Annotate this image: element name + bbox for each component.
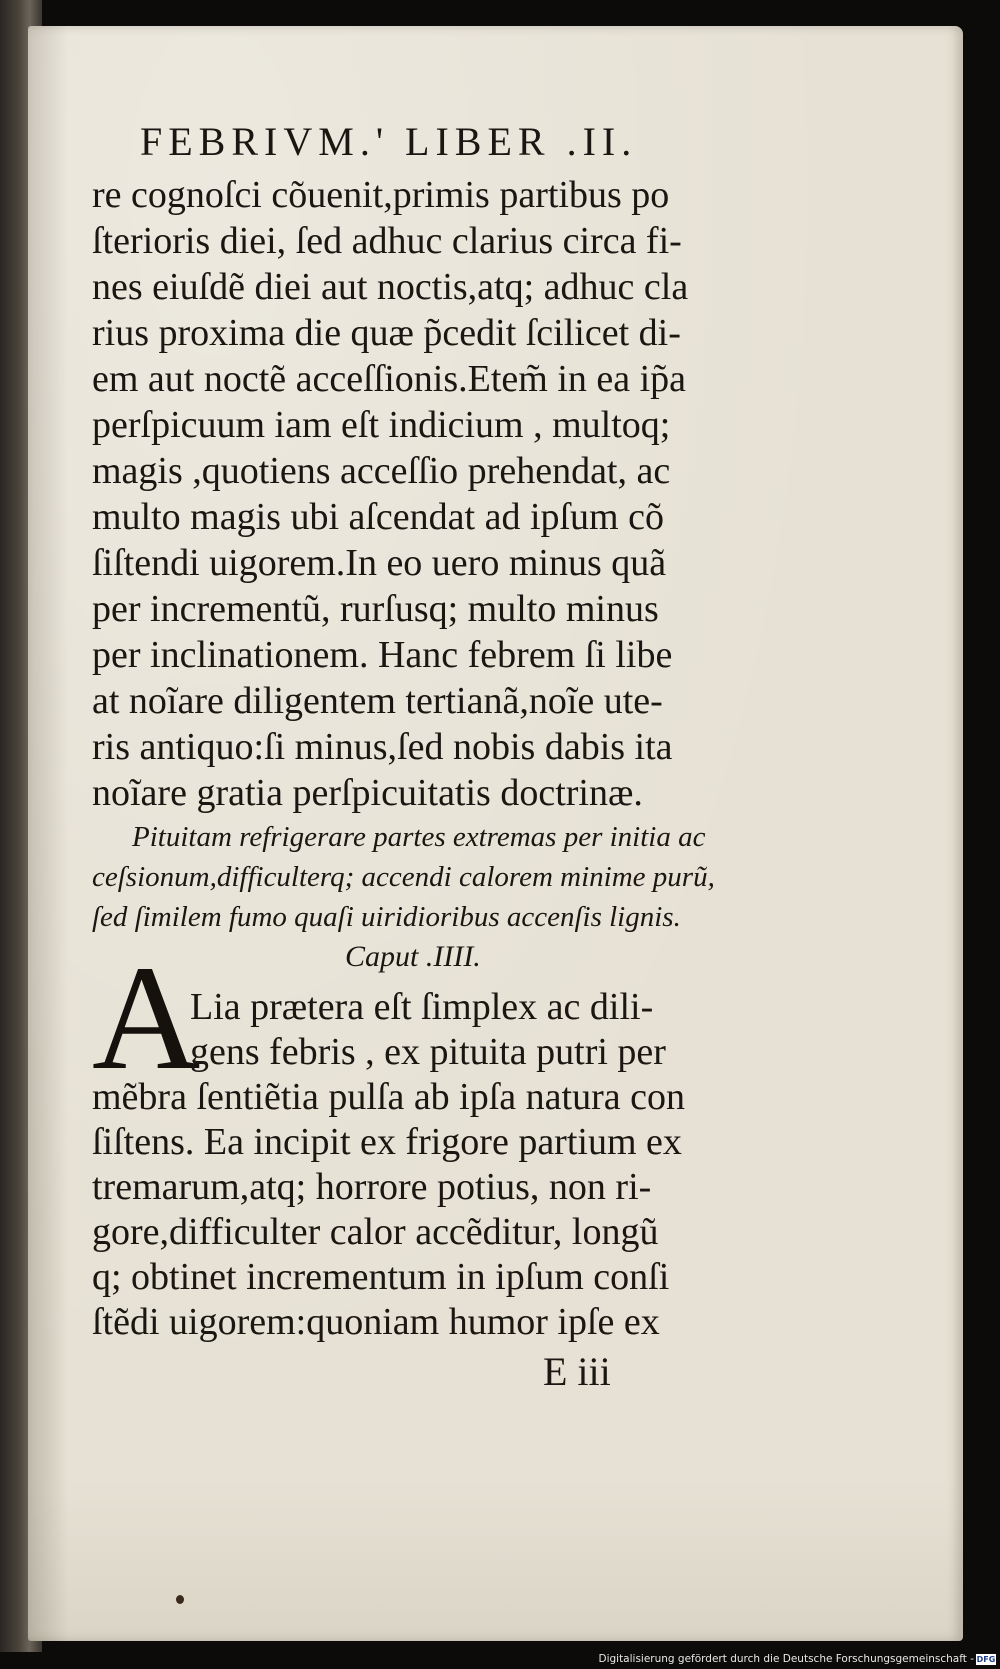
text-line: ſterioris diei, ſed adhuc clarius circa fi- bbox=[92, 220, 682, 262]
text-line: ris antiquo:ſi minus,ſed nobis dabis ita bbox=[92, 726, 673, 768]
text-line: tremarum,atq; horrore potius, non ri- bbox=[92, 1166, 652, 1208]
chapter-summary bbox=[92, 817, 762, 937]
text-line: ſtẽdi uigorem:quoniam humor ipſe ex bbox=[92, 1301, 660, 1343]
chapter-heading: Caput .IIII. bbox=[345, 940, 481, 973]
text-line: per incrementũ, rurſusq; multo minus bbox=[92, 588, 659, 630]
summary-line: Pituitam refrigerare partes extremas per initia ac bbox=[132, 821, 706, 853]
text-line: q; obtinet incrementum in ipſum conſi bbox=[92, 1256, 670, 1298]
summary-line: ceſsionum,difficulterq; accendi calorem minime purũ, bbox=[92, 861, 715, 893]
text-line: em aut noctẽ acceſſionis.Etem̃ in ea ip̃a bbox=[92, 358, 687, 400]
text-line: ſiſtendi uigorem.In eo uero minus quã bbox=[92, 542, 667, 584]
text-line: nes eiuſdẽ diei aut noctis,atq; adhuc cla bbox=[92, 266, 689, 308]
text-line: rius proxima die quæ p̃cedit ſcilicet di- bbox=[92, 312, 681, 354]
signature-mark: E iii bbox=[543, 1349, 611, 1394]
text-line: Lia prætera eſt ſimplex ac dili- bbox=[190, 986, 654, 1028]
text-line: mẽbra ſentiẽtia pulſa ab ipſa natura con bbox=[92, 1076, 685, 1118]
text-line: gore,difficulter calor accẽditur, longũ bbox=[92, 1211, 659, 1253]
chapter-paragraph bbox=[92, 985, 762, 1345]
text-line: ſiſtens. Ea incipit ex frigore partium ex bbox=[92, 1121, 682, 1163]
dfg-logo: DFG bbox=[976, 1655, 996, 1664]
drop-capital: A bbox=[92, 935, 201, 1101]
summary-line: ſed ſimilem fumo quaſi uiridioribus accenſis lignis. bbox=[92, 901, 681, 933]
text-line: per inclinationem. Hanc febrem ſi libe bbox=[92, 634, 673, 676]
body-paragraph bbox=[92, 172, 752, 816]
text-line: magis ,quotiens acceſſio prehendat, ac bbox=[92, 450, 671, 492]
text-line: noĩare gratia perſpicuitatis doctrinæ. bbox=[92, 772, 643, 814]
text-line: perſpicuum iam eſt indicium , multoq; bbox=[92, 404, 671, 446]
text-line: multo magis ubi aſcendat ad ipſum cõ bbox=[92, 496, 664, 538]
running-header: FEBRIVM.' LIBER .II. bbox=[140, 119, 638, 164]
funding-credit: Digitalisierung gefördert durch die Deutsche Forschungsgemeinschaft - bbox=[598, 1653, 974, 1665]
text-line: at noĩare diligentem tertianã,noĩe ute- bbox=[92, 680, 663, 722]
ink-spot bbox=[176, 1595, 184, 1604]
text-line: gens febris , ex pituita putri per bbox=[190, 1031, 666, 1073]
text-line: re cognoſci cõuenit,primis partibus po bbox=[92, 174, 670, 216]
